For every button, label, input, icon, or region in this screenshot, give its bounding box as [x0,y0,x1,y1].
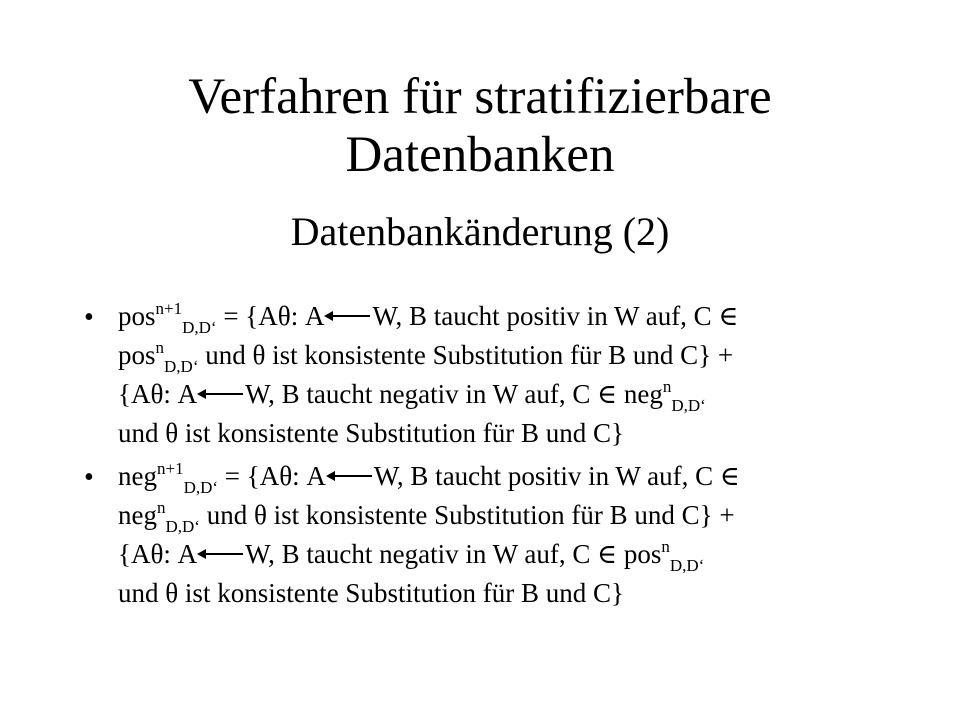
formula-text: = {Aθ: A [218,461,326,491]
superscript: n+1 [156,459,184,478]
superscript: n [661,537,670,556]
superscript: n [155,338,165,357]
subscript: D,D‘ [669,556,705,575]
left-arrow-icon [197,547,245,561]
formula-line [118,337,878,376]
formula-text: neg [118,461,157,491]
left-arrow-icon [324,309,372,323]
formula-text: und θ ist konsistente Substitution für B und C} + [199,500,735,530]
bullet-marker: • [84,462,94,493]
formula-text: W, B taucht negativ in W auf, C ∈ pos [245,539,662,569]
superscript: n+1 [155,299,183,318]
formula-text: W, B taucht positiv in W auf, C ∈ [373,461,740,491]
superscript: n [156,498,166,517]
formula-text: = {Aθ: A [216,301,325,331]
formula-line [118,536,878,575]
subscript: D,D‘ [671,396,706,415]
formula-text: {Aθ: A [118,539,198,569]
subscript: D,D‘ [165,517,200,536]
slide-subtitle: Datenbankänderung (2) [290,209,670,254]
left-arrow-icon [197,387,245,401]
formula-line [118,298,878,337]
formula-text: W, B taucht positiv in W auf, C ∈ [372,301,739,331]
subscript: D,D‘ [182,318,217,337]
title-line-1: Verfahren für stratifizierbare [188,69,772,125]
slide-title [0,68,960,184]
formula-text: und θ ist konsistente Substitution für B und C} + [198,340,734,370]
formula-text: und θ ist konsistente Substitution für B und C} [118,578,624,608]
formula-text: {Aθ: A [118,379,198,409]
left-arrow-icon [326,469,374,483]
formula-text: und θ ist konsistente Substitution für B und C} [118,418,624,448]
formula-text: pos [118,301,156,331]
subscript: D,D‘ [183,478,219,497]
formula-line [118,376,878,415]
subscript: D,D‘ [164,357,199,376]
superscript: n [662,377,672,396]
bullet-marker: • [84,302,94,333]
formula-text: neg [118,500,157,530]
formula-text: W, B taucht negativ in W auf, C ∈ neg [245,379,663,409]
formula-line [118,497,878,536]
title-line-2: Datenbanken [345,127,615,183]
formula-line [118,415,878,451]
formula-line [118,458,878,497]
formula-line [118,575,878,611]
formula-text: pos [118,340,156,370]
